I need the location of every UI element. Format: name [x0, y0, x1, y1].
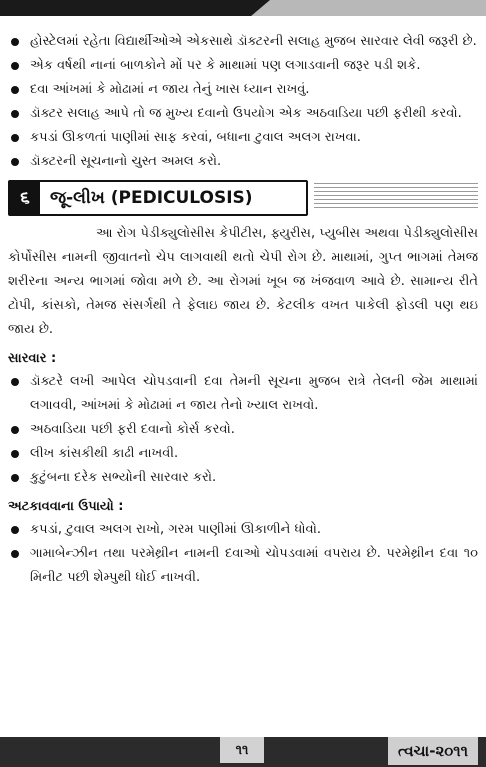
list-item: એક વર્ષથી નાનાં બાળકોને મોં પર કે માથામાં પણ લગાડવાની જરૂર પડી શકે.	[8, 54, 478, 78]
list-item: દવા આંખમાં કે મોઢામાં ન જાય તેનું ખાસ ધ્યાન રાખવું.	[8, 78, 478, 102]
section-heading-box	[8, 180, 308, 216]
list-item: કપડાં, ટુવાલ અલગ રાખો, ગરમ પાણીમાં ઊકાળીને ધોવો.	[8, 518, 478, 542]
page-content	[8, 30, 478, 590]
list-item: ડૉક્ટર સલાહ આપે તો જ મુખ્ય દવાનો ઉપયોગ એક અઠવાડિયા પછી ફરીથી કરવો.	[8, 102, 478, 126]
page-number: ૧૧	[220, 737, 264, 763]
section-title: જૂ-લીખ (PEDICULOSIS)	[50, 188, 253, 208]
list-item: અઠવાડિયા પછી ફરી દવાનો કોર્સ કરવો.	[8, 418, 478, 442]
section-heading	[8, 180, 478, 214]
treatment-list	[8, 370, 478, 490]
treatment-heading: સારવાર :	[8, 351, 57, 366]
section-number: ૬	[10, 182, 40, 214]
list-item: ડૉક્ટરની સૂચનાનો ચુસ્ત અમલ કરો.	[8, 150, 478, 174]
list-item: કપડાં ઊકળતાં પાણીમાં સાફ કરવાં, બધાના ટુવાલ અલગ રાખવા.	[8, 126, 478, 150]
list-item: ડૉક્ટરે લખી આપેલ ચોપડવાની દવા તેમની સૂચના મુજબ રાત્રે તેલની જેમ માથામાં લગાવવી, આંખમાં કે મોઢામાં ન જાય તેનો ખ્યાલ રાખવો.	[8, 370, 478, 418]
list-item: કુટુંબના દરેક સભ્યોની સારવાર કરો.	[8, 466, 478, 490]
running-title: ત્વચા-૨૦૧૧	[388, 737, 478, 765]
prevention-heading: અટકાવવાના ઉપાયો :	[8, 499, 124, 514]
intro-paragraph: આ રોગ પેડીક્યુલોસીસ કેપીટીસ, ફ્યુરીસ, પ્યુબીસ અથવા પેડીક્યુલોસીસ કોર્પોસીસ નામની જીવાતનો ચેપ લાગવાથી થતો ચેપી રોગ છે. માથામાં, ગુપ્ત ભાગમાં તેમજ શરીરના અન્ય ભાગમાં જોવા મળે છે. આ રોગમાં ખૂબ જ ખંજવાળ આવે છે. સામાન્ય રીતે ટોપી, કાંસકો, તેમજ સંસર્ગથી તે ફેલાઇ જાય છે. કેટલીક વખત પાકેલી ફોડલી પણ થઇ જાય છે.	[8, 226, 478, 337]
list-item: હોસ્ટેલમાં રહેતા વિદ્યાર્થીઓએ એકસાથે ડૉક્ટરની સલાહ મુજબ સારવાર લેવી જરૂરી છે.	[8, 30, 478, 54]
list-item: લીખ કાંસકીથી કાઢી નાખવી.	[8, 442, 478, 466]
intro-bullet-list	[8, 30, 478, 174]
decorative-lines	[314, 183, 478, 211]
top-decorative-band	[0, 0, 486, 16]
list-item: ગામાબેન્ઝીન તથા પરમેથ્રીન નામની દવાઓ ચોપડવામાં વપરાય છે. પરમેથ્રીન દવા ૧૦ મિનીટ પછી શેમ્પુથી ધોઈ નાખવી.	[8, 542, 478, 590]
prevention-list	[8, 518, 478, 590]
